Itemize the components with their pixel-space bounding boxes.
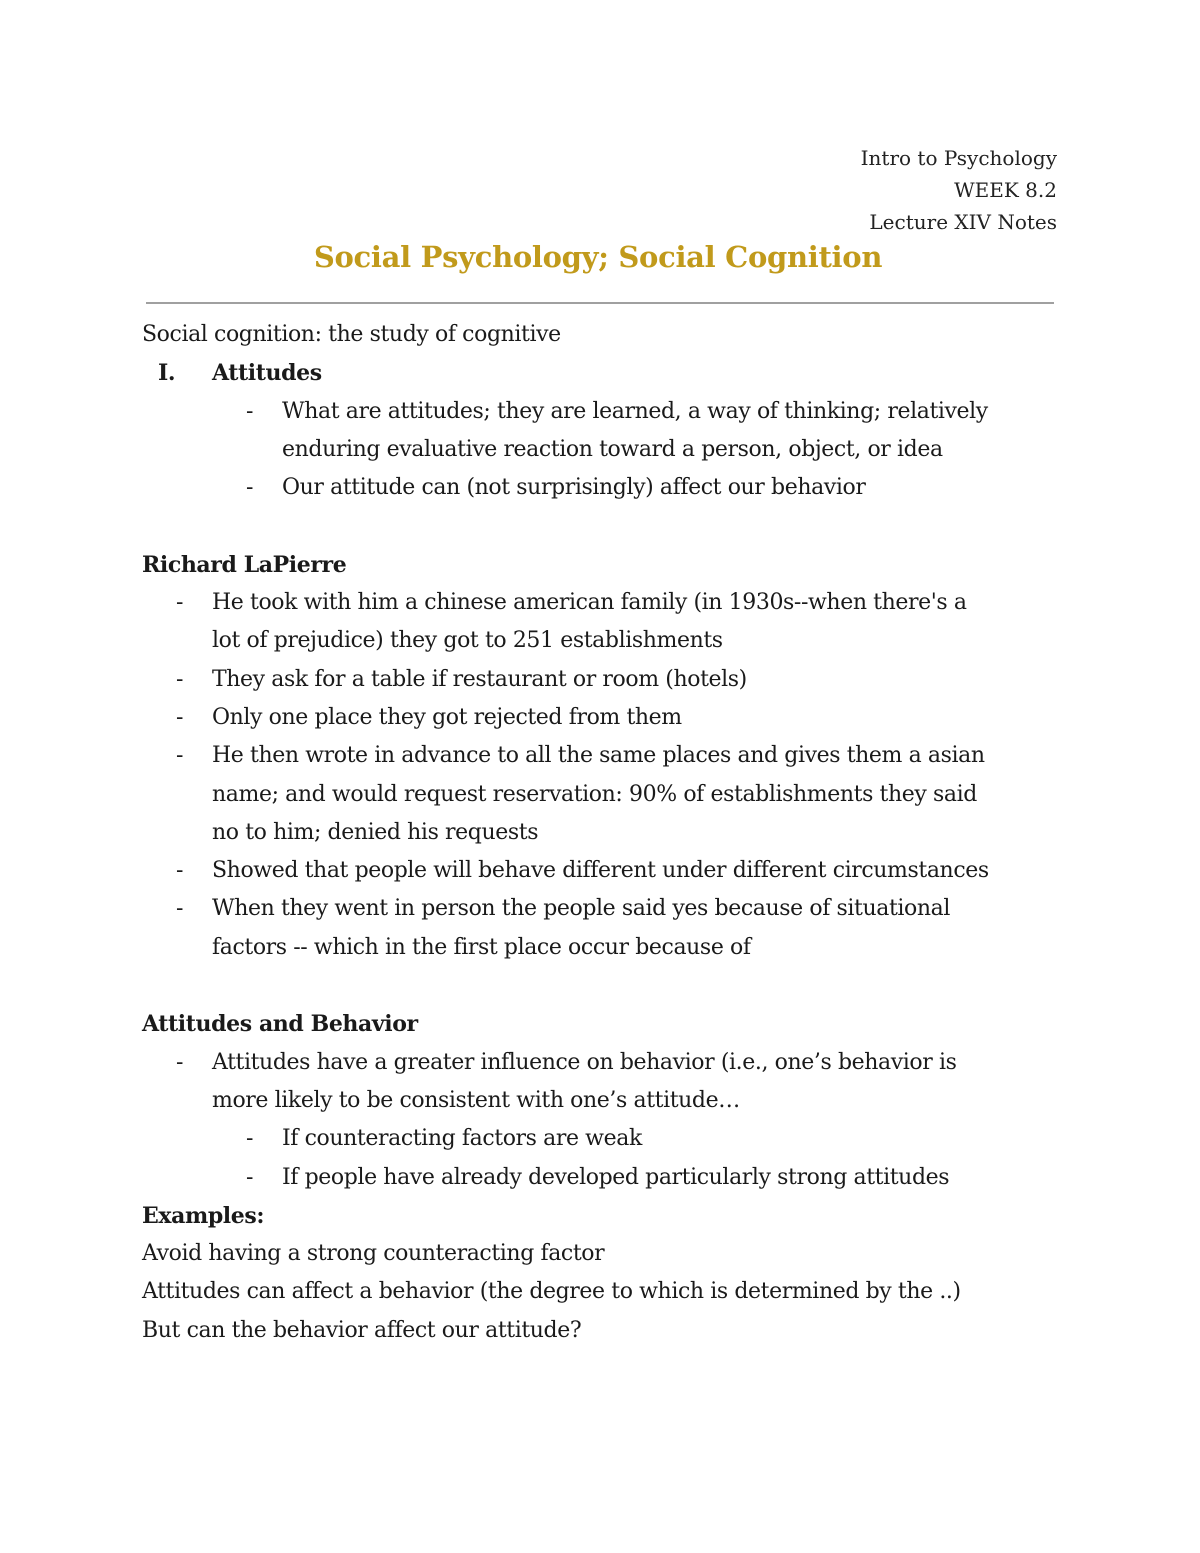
list-item [142,737,1072,852]
bullet-text: Only one place they got rejected from them [212,704,682,730]
dash-marker: - [176,590,184,616]
dash-marker: - [176,896,184,922]
dash-marker: - [176,704,184,730]
list-item [142,469,1072,507]
dash-marker: - [176,666,184,692]
bullet-text: He then wrote in advance to all the same places and gives them a asian [212,743,985,769]
list-item [142,1044,1072,1121]
example-line: But can the behavior affect our attitude? [142,1317,582,1343]
dash-marker: - [246,1164,254,1190]
example-line: Avoid having a strong counteracting factor [142,1241,605,1267]
bullet-text: more likely to be consistent with one’s attitude… [212,1087,740,1113]
bullet-text: When they went in person the people said yes because of situational [212,896,951,922]
list-item [142,393,1072,470]
dash-marker: - [176,1049,184,1075]
bullet-text: factors -- which in the first place occur because of [212,934,751,960]
list-item [142,852,1072,890]
bullet-text: If people have already developed particularly strong attitudes [282,1164,950,1190]
spacer [142,507,1072,545]
list-item [142,661,1072,699]
example-line: Attitudes can affect a behavior (the degree to which is determined by the ..) [142,1279,961,1305]
bullet-text: lot of prejudice) they got to 251 establishments [212,628,723,654]
bullet-text: Our attitude can (not surprisingly) affect our behavior [282,475,866,501]
header-info [861,142,1057,238]
bullet-text: enduring evaluative reaction toward a person, object, or idea [282,436,943,462]
bullet-text: They ask for a table if restaurant or room (hotels) [212,666,747,692]
bullet-text: Showed that people will behave different under different circumstances [212,858,989,884]
title-divider [146,302,1054,304]
bullet-text: He took with him a chinese american family (in 1930s--when there's a [212,590,967,616]
bullet-text: What are attitudes; they are learned, a way of thinking; relatively [282,398,988,424]
week-label: WEEK 8.2 [954,178,1057,202]
lecture-label: Lecture XIV Notes [869,210,1057,234]
document-body [142,316,1072,1350]
list-item [142,1120,1072,1158]
list-item [142,699,1072,737]
dash-marker: - [246,398,254,424]
spacer [142,967,1072,1005]
course-name: Intro to Psychology [860,146,1057,170]
bullet-text: Attitudes have a greater influence on behavior (i.e., one’s behavior is [212,1049,957,1075]
dash-marker: - [176,743,184,769]
dash-marker: - [246,475,254,501]
dash-marker: - [176,858,184,884]
examples-heading: Examples: [142,1202,265,1229]
bullet-text: If counteracting factors are weak [282,1126,642,1152]
document-title: Social Psychology; Social Cognition [313,240,883,274]
bullet-text: no to him; denied his requests [212,819,539,845]
list-item [142,1159,1072,1197]
section-heading: Attitudes [212,360,322,387]
bullet-text: name; and would request reservation: 90% of establishments they said [212,781,977,807]
list-item [142,584,1072,661]
section-heading-lapierre: Richard LaPierre [142,551,347,578]
intro-line: Social cognition: the study of cognitive [142,322,561,347]
dash-marker: - [246,1126,254,1152]
list-item [142,890,1072,967]
section-attitudes-heading [142,354,1072,392]
section-heading-attitudes-behavior: Attitudes and Behavior [142,1011,418,1038]
roman-numeral: I. [158,360,176,387]
